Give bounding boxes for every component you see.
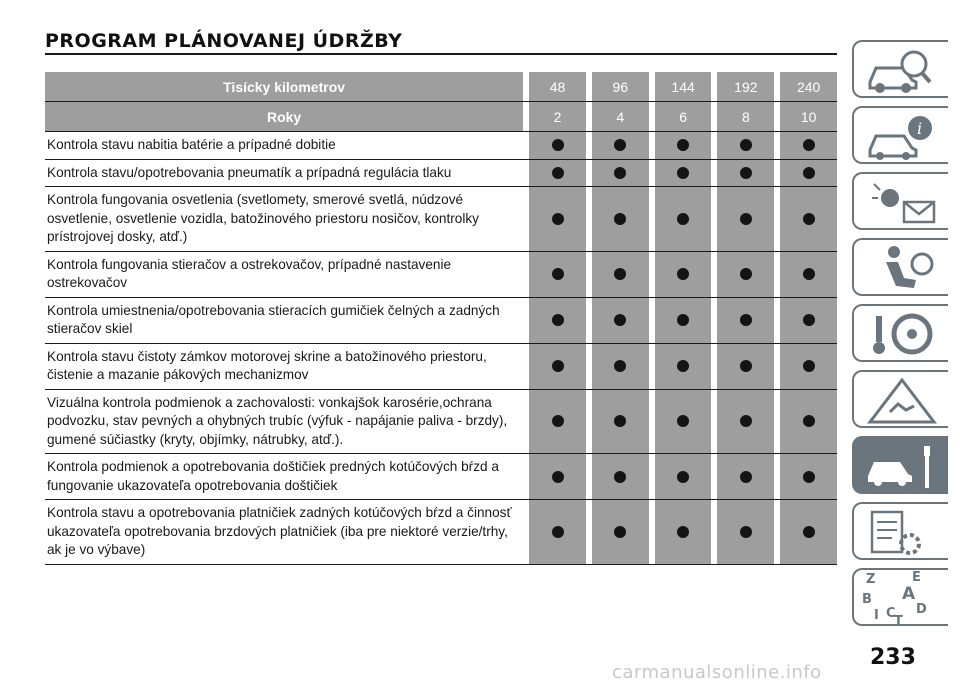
check-dot-icon xyxy=(677,314,689,326)
table-row xyxy=(45,187,837,252)
header-km-value: 96 xyxy=(592,72,649,101)
check-dot-icon xyxy=(552,526,564,538)
check-dot-icon xyxy=(803,526,815,538)
index-letter: C xyxy=(886,606,896,621)
header-year-value: 2 xyxy=(529,102,586,131)
table-row xyxy=(45,160,837,188)
check-dot-icon xyxy=(740,471,752,483)
interval-cell xyxy=(780,390,837,454)
interval-cell xyxy=(655,454,712,499)
index-letter: D xyxy=(916,602,927,617)
nav-tab-specs-gear[interactable] xyxy=(852,502,948,560)
table-row xyxy=(45,298,837,344)
check-dot-icon xyxy=(740,360,752,372)
check-dot-icon xyxy=(803,213,815,225)
check-dot-icon xyxy=(677,415,689,427)
row-task-text: Kontrola podmienok a opotrebovania doštičiek predných kotúčových bŕzd a fungovanie ukazovateľa opotrebovania doštičiek xyxy=(47,459,499,493)
index-letter: T xyxy=(894,614,903,629)
nav-tab-car-search[interactable] xyxy=(852,40,948,98)
check-dot-icon xyxy=(677,213,689,225)
check-dot-icon xyxy=(740,268,752,280)
nav-tab-alphabet-index[interactable] xyxy=(852,568,948,629)
interval-cell xyxy=(717,187,774,251)
check-dot-icon xyxy=(614,314,626,326)
interval-cell xyxy=(592,160,649,187)
header-km-row xyxy=(45,72,837,101)
check-dot-icon xyxy=(677,167,689,179)
interval-cell xyxy=(529,500,586,564)
row-task-text: Kontrola stavu/opotrebovania pneumatík a prípadná regulácia tlaku xyxy=(47,164,452,180)
check-dot-icon xyxy=(552,415,564,427)
nav-tab-emergency-triangle[interactable] xyxy=(852,370,948,428)
interval-cell xyxy=(780,252,837,297)
interval-cell xyxy=(780,160,837,187)
interval-cell xyxy=(717,390,774,454)
check-dot-icon xyxy=(552,314,564,326)
check-dot-icon xyxy=(552,167,564,179)
interval-cell xyxy=(529,298,586,343)
header-year-value: 6 xyxy=(655,102,712,131)
check-dot-icon xyxy=(614,526,626,538)
page-title: PROGRAM PLÁNOVANEJ ÚDRŽBY xyxy=(45,30,403,52)
header-km-value: 192 xyxy=(717,72,774,101)
interval-cell xyxy=(592,187,649,251)
interval-cell xyxy=(780,132,837,159)
interval-cell xyxy=(655,500,712,564)
check-dot-icon xyxy=(677,360,689,372)
check-dot-icon xyxy=(552,360,564,372)
check-dot-icon xyxy=(677,526,689,538)
interval-cell xyxy=(592,454,649,499)
check-dot-icon xyxy=(677,471,689,483)
row-task-text: Kontrola stavu čistoty zámkov motorovej skrine a batožinového priestoru, čistenie a mazanie pákových mechanizmov xyxy=(47,348,487,382)
interval-cell xyxy=(780,298,837,343)
interval-cell xyxy=(592,298,649,343)
interval-cell xyxy=(592,132,649,159)
interval-cell xyxy=(592,252,649,297)
interval-cell xyxy=(529,132,586,159)
check-dot-icon xyxy=(552,139,564,151)
check-dot-icon xyxy=(677,268,689,280)
nav-tab-warning-lights[interactable] xyxy=(852,172,948,230)
check-dot-icon xyxy=(740,139,752,151)
check-dot-icon xyxy=(614,139,626,151)
check-dot-icon xyxy=(803,415,815,427)
header-year-value: 4 xyxy=(592,102,649,131)
table-row xyxy=(45,132,837,160)
check-dot-icon xyxy=(740,526,752,538)
nav-tab-airbag-seat[interactable] xyxy=(852,238,948,296)
interval-cell xyxy=(717,160,774,187)
check-dot-icon xyxy=(803,139,815,151)
row-task-text: Kontrola stavu nabitia batérie a prípadné dobitie xyxy=(47,137,336,152)
check-dot-icon xyxy=(614,415,626,427)
watermark: carmanualsonline.info xyxy=(612,662,822,683)
header-years-row xyxy=(45,102,837,131)
maintenance-table xyxy=(45,72,837,565)
check-dot-icon xyxy=(552,471,564,483)
check-dot-icon xyxy=(740,415,752,427)
index-letter: A xyxy=(902,584,916,604)
table-row xyxy=(45,344,837,390)
check-dot-icon xyxy=(552,268,564,280)
check-dot-icon xyxy=(803,360,815,372)
header-km-value: 144 xyxy=(655,72,712,101)
interval-cell xyxy=(529,160,586,187)
row-task-text: Vizuálna kontrola podmienok a zachovalosti: vonkajšok karosérie,ochrana podvozku, stav pevných a ohybných trubíc (výfuk - napájanie paliva - brzdy), gumené súčiastky (kryty, objímky, nátrubky, atď.). xyxy=(47,394,508,447)
check-dot-icon xyxy=(614,167,626,179)
header-year-value: 10 xyxy=(780,102,837,131)
interval-cell xyxy=(780,500,837,564)
check-dot-icon xyxy=(677,139,689,151)
interval-cell xyxy=(717,132,774,159)
header-year-value: 8 xyxy=(717,102,774,131)
interval-cell xyxy=(655,390,712,454)
row-task-text: Kontrola stavu a opotrebovania platničiek zadných kotúčových bŕzd a činnosť ukazovateľa opotrebovania brzdových platničiek (iba pre niektoré verzie/trhy, ak je vo výbave) xyxy=(47,505,512,557)
svg-text:i: i xyxy=(917,119,923,138)
interval-cell xyxy=(780,187,837,251)
interval-cell xyxy=(655,252,712,297)
interval-cell xyxy=(529,390,586,454)
interval-cell xyxy=(655,298,712,343)
interval-cell xyxy=(717,298,774,343)
interval-cell xyxy=(529,252,586,297)
interval-cell xyxy=(780,454,837,499)
index-letter: Z xyxy=(866,572,876,587)
table-body xyxy=(45,132,837,565)
interval-cell xyxy=(780,344,837,389)
interval-cell xyxy=(717,252,774,297)
interval-cell xyxy=(655,344,712,389)
nav-tab-car-service[interactable] xyxy=(852,436,948,494)
check-dot-icon xyxy=(614,213,626,225)
interval-cell xyxy=(592,344,649,389)
table-row xyxy=(45,252,837,298)
row-task-text: Kontrola fungovania stieračov a ostrekovačov, prípadné nastavenie ostrekovačov xyxy=(47,256,452,290)
index-letter: E xyxy=(912,570,921,585)
check-dot-icon xyxy=(552,213,564,225)
check-dot-icon xyxy=(740,167,752,179)
table-row xyxy=(45,390,837,455)
check-dot-icon xyxy=(803,314,815,326)
index-letter: B xyxy=(862,592,872,607)
interval-cell xyxy=(717,500,774,564)
check-dot-icon xyxy=(614,360,626,372)
check-dot-icon xyxy=(614,471,626,483)
table-row xyxy=(45,454,837,500)
header-km-value: 240 xyxy=(780,72,837,101)
check-dot-icon xyxy=(614,268,626,280)
title-rule xyxy=(45,53,837,55)
row-task-text: Kontrola fungovania osvetlenia (svetlomety, smerové svetlá, núdzové osvetlenie, osvetlenie vozidla, batožinového priestoru nosičov, kontrolky prístrojovej dosky, atď.) xyxy=(47,192,479,244)
check-dot-icon xyxy=(803,167,815,179)
check-dot-icon xyxy=(740,213,752,225)
interval-cell xyxy=(717,344,774,389)
header-km-label: Tisícky kilometrov xyxy=(45,72,523,101)
interval-cell xyxy=(655,187,712,251)
check-dot-icon xyxy=(803,268,815,280)
check-dot-icon xyxy=(740,314,752,326)
row-task-text: Kontrola umiestnenia/opotrebovania stieracích gumičiek čelných a zadných stieračov skiel xyxy=(47,302,500,336)
index-letter: I xyxy=(874,608,879,623)
table-row xyxy=(45,500,837,565)
interval-cell xyxy=(592,390,649,454)
check-dot-icon xyxy=(803,471,815,483)
interval-cell xyxy=(592,500,649,564)
interval-cell xyxy=(529,187,586,251)
nav-tab-car-info[interactable] xyxy=(852,106,948,164)
interval-cell xyxy=(529,454,586,499)
interval-cell xyxy=(529,344,586,389)
header-years-label: Roky xyxy=(45,102,523,131)
interval-cell xyxy=(717,454,774,499)
interval-cell xyxy=(655,160,712,187)
nav-tab-steering-key[interactable] xyxy=(852,304,948,362)
interval-cell xyxy=(655,132,712,159)
page-number: 233 xyxy=(870,645,916,670)
header-km-value: 48 xyxy=(529,72,586,101)
